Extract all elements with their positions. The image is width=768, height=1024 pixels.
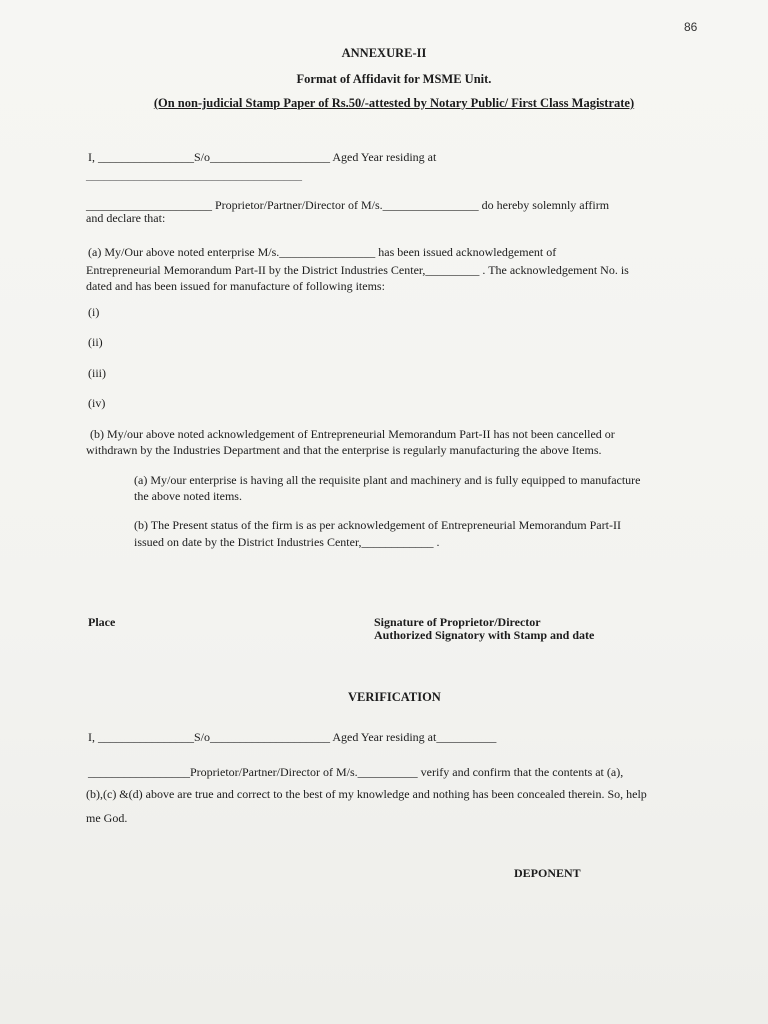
para-b-line-1: (b) My/our above noted acknowledgement of Entrepreneurial Memorandum Part-II has not been cancelled or	[90, 427, 615, 441]
para-a-line-3: dated and has been issued for manufacture of following items:	[86, 279, 385, 293]
list-item: (i)	[88, 305, 100, 319]
document-subtitle: (On non-judicial Stamp Paper of Rs.50/-attested by Notary Public/ First Class Magistrate)	[153, 96, 635, 110]
signature-line-2: Authorized Signatory with Stamp and date	[374, 628, 595, 642]
signature-line-1: Signature of Proprietor/Director	[374, 615, 541, 629]
affidavit-line-3: _____________________ Proprietor/Partner/Director of M/s.________________ do hereby solemnly affirm	[86, 198, 610, 212]
place-label: Place	[88, 615, 116, 629]
affidavit-line-4: and declare that:	[86, 211, 166, 225]
para-a-line-2: Entrepreneurial Memorandum Part-II by the District Industries Center,_________ . The acknowledgement No. is	[86, 263, 629, 277]
verification-line-2: _________________Proprietor/Partner/Director of M/s.__________ verify and confirm that the contents at (a),	[88, 765, 624, 779]
deponent-label: DEPONENT	[514, 866, 581, 880]
affidavit-line-2: ____________________________________	[86, 168, 302, 182]
sub-para-a-line-2: the above noted items.	[134, 489, 242, 503]
para-b-line-2: withdrawn by the Industries Department and that the enterprise is regularly manufacturing the above Items.	[86, 443, 602, 457]
list-item: (iv)	[88, 396, 106, 410]
sub-para-b-line-2: issued on date by the District Industries Center,____________ .	[134, 535, 440, 549]
verification-line-3: (b),(c) &(d) above are true and correct to the best of my knowledge and nothing has been concealed therein. So, help	[86, 787, 647, 801]
para-a-line-1: (a) My/Our above noted enterprise M/s.________________ has been issued acknowledgement of	[88, 245, 557, 259]
affidavit-line-1: I, ________________S/o____________________ Aged Year residing at	[88, 150, 437, 164]
page-number: 86	[684, 20, 698, 34]
document-title: Format of Affidavit for MSME Unit.	[296, 72, 492, 86]
sub-para-a-line-1: (a) My/our enterprise is having all the requisite plant and machinery and is fully equipped to manufacture	[134, 473, 641, 487]
annexure-heading: ANNEXURE-II	[341, 46, 427, 60]
list-item: (ii)	[88, 335, 103, 349]
verification-heading: VERIFICATION	[348, 690, 441, 704]
sub-para-b-line-1: (b) The Present status of the firm is as per acknowledgement of Entrepreneurial Memorandum Part-II	[134, 518, 621, 532]
verification-line-4: me God.	[86, 811, 128, 825]
verification-line-1: I, ________________S/o____________________ Aged Year residing at__________	[88, 730, 497, 744]
list-item: (iii)	[88, 366, 106, 380]
